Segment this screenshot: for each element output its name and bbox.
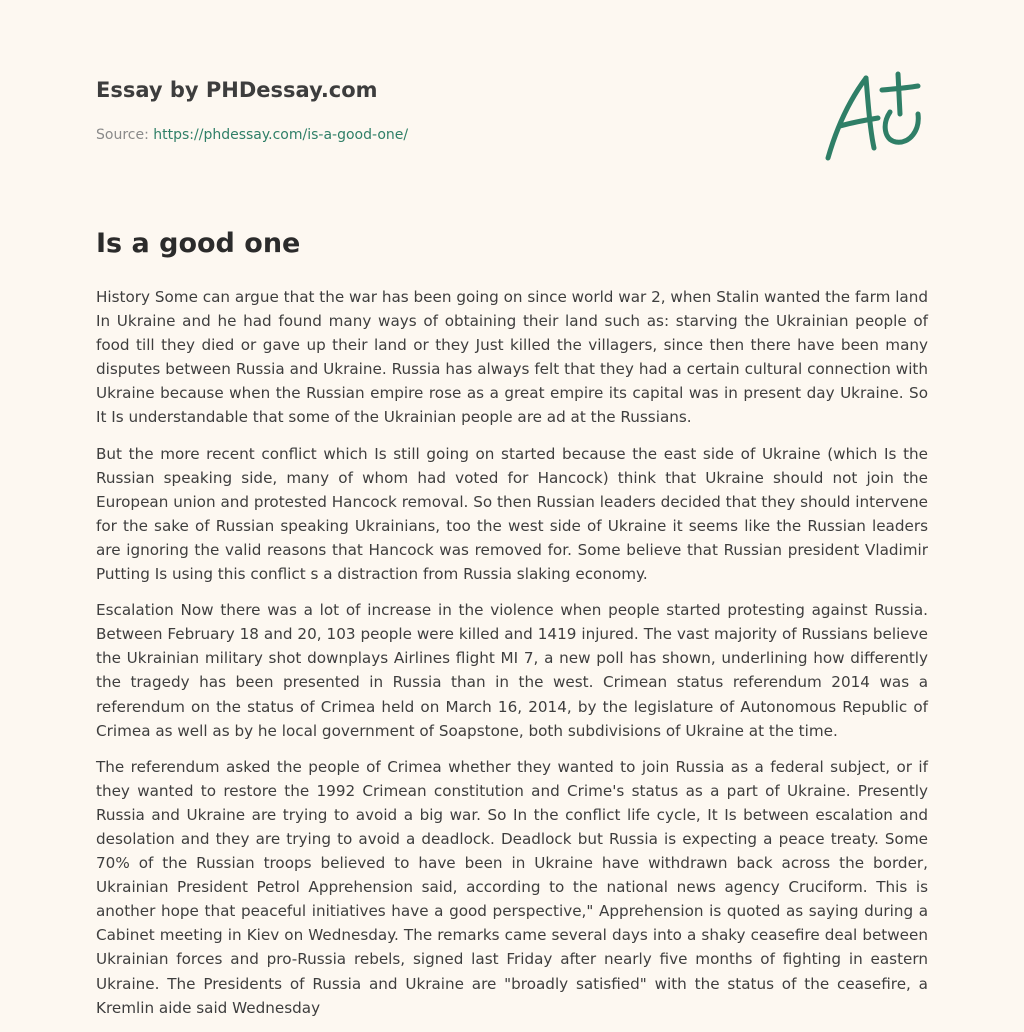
source-label: Source: — [96, 127, 154, 143]
essay-paragraph: The referendum asked the people of Crimea whether they wanted to join Russia as a federal subject, or if they wanted to restore the 1992 Crimean constitution and Crime's status as a part of Ukraine. Presently Russia and Ukraine are trying to avoid a big war. So In the conflict life cycle, It Is between escalation and desolation and they are trying to avoid a deadlock. Deadlock but Russia is expecting a peace treaty. Some 70% of the Russian troops believed to have been in Ukraine have withdrawn back across the border, Ukrainian President Petrol Apprehension said, according to the national news agency Cruciform. This is another hope that peaceful initiatives have a good perspective," Apprehension is quoted as saying during a Cabinet meeting in Kiev on Wednesday. The remarks came several days into a shaky ceasefire deal between Ukrainian forces and pro-Russia rebels, signed last Friday after nearly five months of fighting in eastern Ukraine. The Presidents of Russia and Ukraine are "broadly satisfied" with the status of the ceasefire, a Kremlin aide said Wednesday — [96, 757, 928, 1017]
source-link[interactable]: https://phdessay.com/is-a-good-one/ — [153, 127, 409, 143]
essay-paragraph: But the more recent conflict which Is still going on started because the east side of Ukraine (which Is the Russian speaking side, many of whom had voted for Hancock) think that Ukraine should not join the European union and protested Hancock removal. So then Russian leaders decided that they should intervene for the sake of Russian speaking Ukrainians, too the west side of Ukraine it seems like the Russian leaders are ignoring the valid reasons that Hancock was removed for. Some believe that Russian president Vladimir Putting Is using this conflict s a distraction from Russia slaking economy. — [96, 444, 928, 584]
source-line — [96, 126, 928, 144]
essay-paragraph: History Some can argue that the war has been going on since world war 2, when Stalin wanted the farm land In Ukraine and he had found many ways of obtaining their land such as: starving the Ukrainian people of food till they died or gave up their land or they Just killed the villagers, since then there have been many disputes between Russia and Ukraine. Russia has always felt that they had a certain cultural connection with Ukraine because when the Russian empire rose as a great empire its capital was in present day Ukraine. So It Is understandable that some of the Ukrainian people are ad at the Russians. — [96, 288, 928, 427]
essay-body — [96, 285, 928, 1032]
a-plus-logo-icon — [818, 68, 930, 164]
page-header — [96, 76, 928, 144]
essay-paragraph: Escalation Now there was a lot of increase in the violence when people started protesting against Russia. Between February 18 and 20, 103 people were killed and 1419 injured. The vast majority of Russians believe the Ukrainian military shot downplays Airlines flight MI 7, a new poll has shown, underlining how differently the tragedy has been presented in Russia than in the west. Crimean status referendum 2014 was a referendum on the status of Crimea held on March 16, 2014, by the legislature of Autonomous Republic of Crimea as well as by he local government of Soapstone, both subdivisions of Ukraine at the time. — [96, 601, 928, 740]
essay-title: Is a good one — [96, 228, 301, 259]
site-title: Essay by PHDessay.com — [96, 78, 378, 102]
